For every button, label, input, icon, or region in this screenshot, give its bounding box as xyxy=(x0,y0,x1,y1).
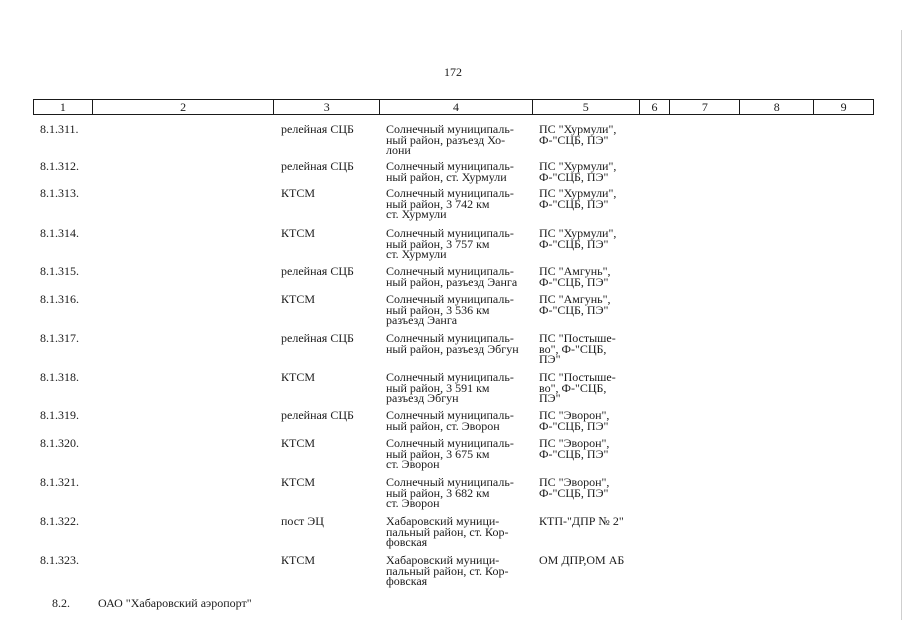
object-location: Солнечный муниципаль- ный район, разъезд Хо- лони xyxy=(386,122,514,157)
power-source: ПС "Эворон", Ф-"СЦБ, ПЭ" xyxy=(539,436,610,461)
section-number: 8.2. xyxy=(52,596,70,610)
row-number: 8.1.313. xyxy=(40,186,79,200)
power-source: ПС "Эворон", Ф-"СЦБ, ПЭ" xyxy=(539,475,610,500)
row-number: 8.1.314. xyxy=(40,226,79,240)
row-number: 8.1.322. xyxy=(40,514,79,528)
row-number: 8.1.315. xyxy=(40,264,79,278)
header-col-2: 2 xyxy=(93,100,275,114)
row-number: 8.1.321. xyxy=(40,475,79,489)
object-location: Солнечный муниципаль- ный район, 3 675 км ст. Эворон xyxy=(386,436,514,471)
object-type: КТСМ xyxy=(281,370,316,384)
object-location: Солнечный муниципаль- ный район, разъезд Эанга xyxy=(386,264,518,289)
header-col-5: 5 xyxy=(533,100,640,114)
row-number: 8.1.318. xyxy=(40,370,79,384)
object-location: Хабаровский муници- пальный район, ст. Кор- фовская xyxy=(386,514,509,549)
power-source: ПС "Постыше- во", Ф-"СЦБ, ПЭ" xyxy=(539,331,616,366)
power-source: ПС "Хурмули", Ф-"СЦБ, ПЭ" xyxy=(539,226,617,251)
header-col-8: 8 xyxy=(740,100,814,114)
row-number: 8.1.311. xyxy=(40,122,79,136)
power-source: ПС "Эворон", Ф-"СЦБ, ПЭ" xyxy=(539,408,610,433)
object-location: Солнечный муниципаль- ный район, разъезд Эбгун xyxy=(386,331,519,356)
power-source: ПС "Амгунь", Ф-"СЦБ, ПЭ" xyxy=(539,264,611,289)
object-location: Солнечный муниципаль- ный район, 3 682 км ст. Эворон xyxy=(386,475,514,510)
power-source: КТП-"ДПР № 2" xyxy=(539,514,624,528)
object-type: КТСМ xyxy=(281,553,316,567)
object-location: Солнечный муниципаль- ный район, ст. Хурмули xyxy=(386,159,514,184)
row-number: 8.1.312. xyxy=(40,159,79,173)
object-type: КТСМ xyxy=(281,186,316,200)
header-col-1: 1 xyxy=(34,100,93,114)
object-type: релейная СЦБ xyxy=(281,264,354,278)
object-type: КТСМ xyxy=(281,292,316,306)
power-source: ПС "Амгунь", Ф-"СЦБ, ПЭ" xyxy=(539,292,611,317)
object-location: Хабаровский муници- пальный район, ст. Кор- фовская xyxy=(386,553,509,588)
object-location: Солнечный муниципаль- ный район, 3 536 км разъезд Эанга xyxy=(386,292,514,327)
object-type: релейная СЦБ xyxy=(281,408,354,422)
header-col-7: 7 xyxy=(670,100,740,114)
section-title: ОАО "Хабаровский аэропорт" xyxy=(98,596,252,610)
page-edge-line xyxy=(901,30,902,620)
page-number: 172 xyxy=(444,65,462,79)
object-location: Солнечный муниципаль- ный район, ст. Эворон xyxy=(386,408,514,433)
row-number: 8.1.319. xyxy=(40,408,79,422)
object-type: КТСМ xyxy=(281,436,316,450)
object-location: Солнечный муниципаль- ный район, 3 757 км ст. Хурмули xyxy=(386,226,514,261)
header-col-3: 3 xyxy=(274,100,380,114)
row-number: 8.1.316. xyxy=(40,292,79,306)
power-source: ОМ ДПР,ОМ АБ xyxy=(539,553,625,567)
row-number: 8.1.323. xyxy=(40,553,79,567)
row-number: 8.1.320. xyxy=(40,436,79,450)
power-source: ПС "Хурмули", Ф-"СЦБ, ПЭ" xyxy=(539,186,617,211)
header-col-6: 6 xyxy=(640,100,671,114)
object-type: релейная СЦБ xyxy=(281,331,354,345)
object-type: релейная СЦБ xyxy=(281,122,354,136)
header-col-9: 9 xyxy=(840,100,847,114)
header-col-4: 4 xyxy=(380,100,533,114)
object-location: Солнечный муниципаль- ный район, 3 742 км ст. Хурмули xyxy=(386,186,514,221)
power-source: ПС "Постыше- во", Ф-"СЦБ, ПЭ" xyxy=(539,370,616,405)
object-type: КТСМ xyxy=(281,475,316,489)
object-type: КТСМ xyxy=(281,226,316,240)
power-source: ПС "Хурмули", Ф-"СЦБ, ПЭ" xyxy=(539,122,617,147)
object-type: пост ЭЦ xyxy=(281,514,324,528)
row-number: 8.1.317. xyxy=(40,331,79,345)
table-header xyxy=(33,99,874,115)
power-source: ПС "Хурмули", Ф-"СЦБ, ПЭ" xyxy=(539,159,617,184)
object-type: релейная СЦБ xyxy=(281,159,354,173)
object-location: Солнечный муниципаль- ный район, 3 591 км разъезд Эбгун xyxy=(386,370,514,405)
